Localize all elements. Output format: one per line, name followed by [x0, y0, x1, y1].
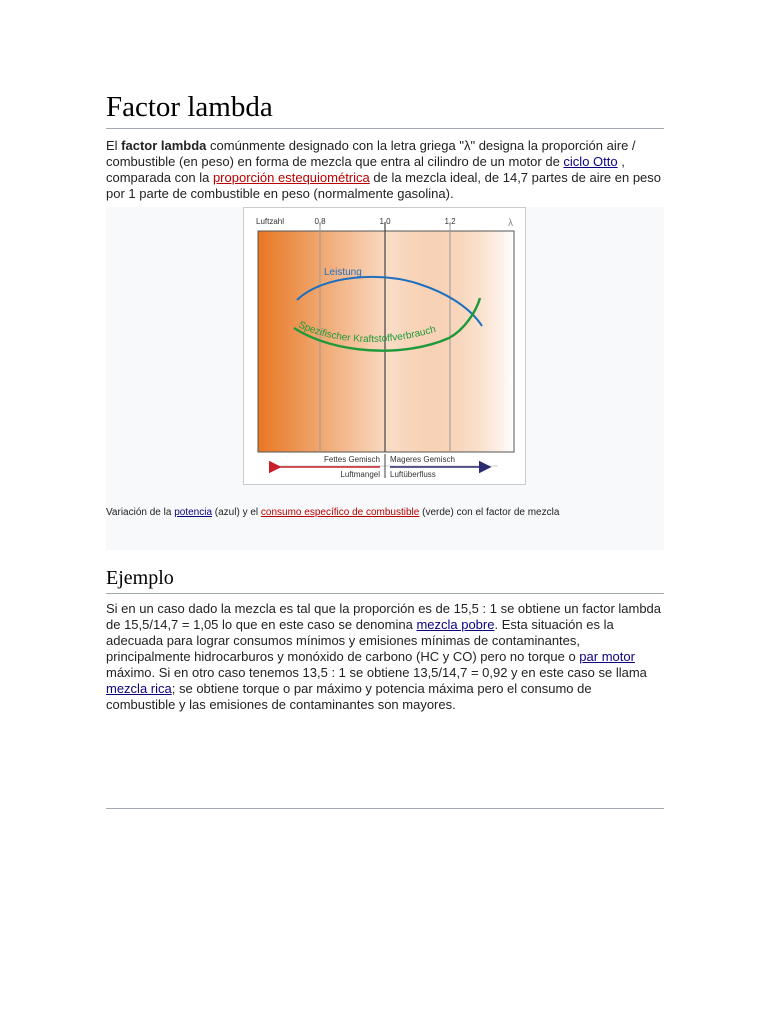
link-par-motor[interactable]: par motor: [579, 649, 635, 664]
intro-text-4: de la mezcla ideal, de 14,7 partes de aire en peso por 1 parte de combustible en peso (normalmente gasolina).: [106, 170, 662, 201]
intro-bold-term: factor lambda: [121, 138, 207, 153]
lambda-symbol: λ: [508, 218, 513, 229]
link-potencia[interactable]: potencia: [174, 507, 213, 518]
page-title: Factor lambda: [106, 91, 273, 123]
link-ciclo-otto[interactable]: ciclo Otto: [563, 154, 618, 169]
title-divider: [106, 128, 664, 129]
figure-caption: [106, 506, 664, 519]
label-mageres-gemisch: Mageres Gemisch: [390, 455, 455, 464]
tick-label-2: 1,2: [444, 217, 456, 226]
label-fettes-gemisch: Fettes Gemisch: [323, 455, 380, 464]
tick-label-0: 0,8: [314, 217, 326, 226]
caption-text-2: (azul) y el: [212, 507, 261, 518]
intro-paragraph: [106, 138, 664, 202]
ejemplo-paragraph: [106, 601, 664, 713]
ejemplo-text-1: Si en un caso dado la mezcla es tal que la proporción es de 15,5 : 1 se obtiene un factor lambda de 15,5/14,7 = 1,05 lo que en este caso se denomina: [106, 601, 662, 632]
intro-text-3: , comparada con la: [106, 154, 625, 185]
intro-text-2: comúnmente designado con la letra griega "λ" designa la proporción aire / combustible (en peso) en forma de mezcla que entra al cilindro de un motor de: [106, 138, 636, 169]
lambda-chart-frame[interactable]: [243, 207, 526, 485]
link-proporcion-estequiometrica[interactable]: proporción estequiométrica: [212, 170, 370, 185]
link-mezcla-pobre[interactable]: mezcla pobre: [416, 617, 495, 632]
x-axis-title: Luftzahl: [256, 217, 285, 226]
caption-text-3: (verde) con el factor de mezcla: [419, 507, 560, 518]
ejemplo-text-2: . Esta situación es la adecuada para lograr consumos mínimos y emisiones mínimas de contaminantes, principalmente hidrocarburos y monóxido de carbono (HC y CO) pero no torque o: [106, 617, 614, 664]
series-label-verbrauch-path: Spezifischer Kraftstoffverbrauch: [296, 319, 438, 346]
section-heading-ejemplo: Ejemplo: [106, 567, 174, 589]
footer-divider: [106, 808, 664, 809]
series-label-leistung: Leistung: [324, 267, 362, 278]
figure-thumb: [106, 207, 664, 550]
label-luftueberfluss: Luftüberfluss: [390, 470, 436, 479]
label-luftmangel: Luftmangel: [340, 470, 380, 479]
intro-text-1: El: [106, 138, 122, 153]
lambda-chart: [244, 208, 525, 484]
ejemplo-text-4: ; se obtiene torque o par máximo y potencia máxima pero el consumo de combustible y las emisiones de contaminantes son mayores.: [106, 681, 592, 712]
link-mezcla-rica[interactable]: mezcla rica: [106, 681, 172, 696]
tick-label-1: 1,0: [379, 217, 391, 226]
tick-labels: [314, 217, 456, 226]
caption-text-1: Variación de la: [106, 507, 175, 518]
link-consumo-especifico[interactable]: consumo específico de combustible: [260, 507, 420, 518]
section-divider: [106, 593, 664, 594]
ejemplo-text-3: máximo. Si en otro caso tenemos 13,5 : 1 se obtiene 13,5/14,7 = 0,92 y en este caso se llama: [106, 665, 647, 680]
